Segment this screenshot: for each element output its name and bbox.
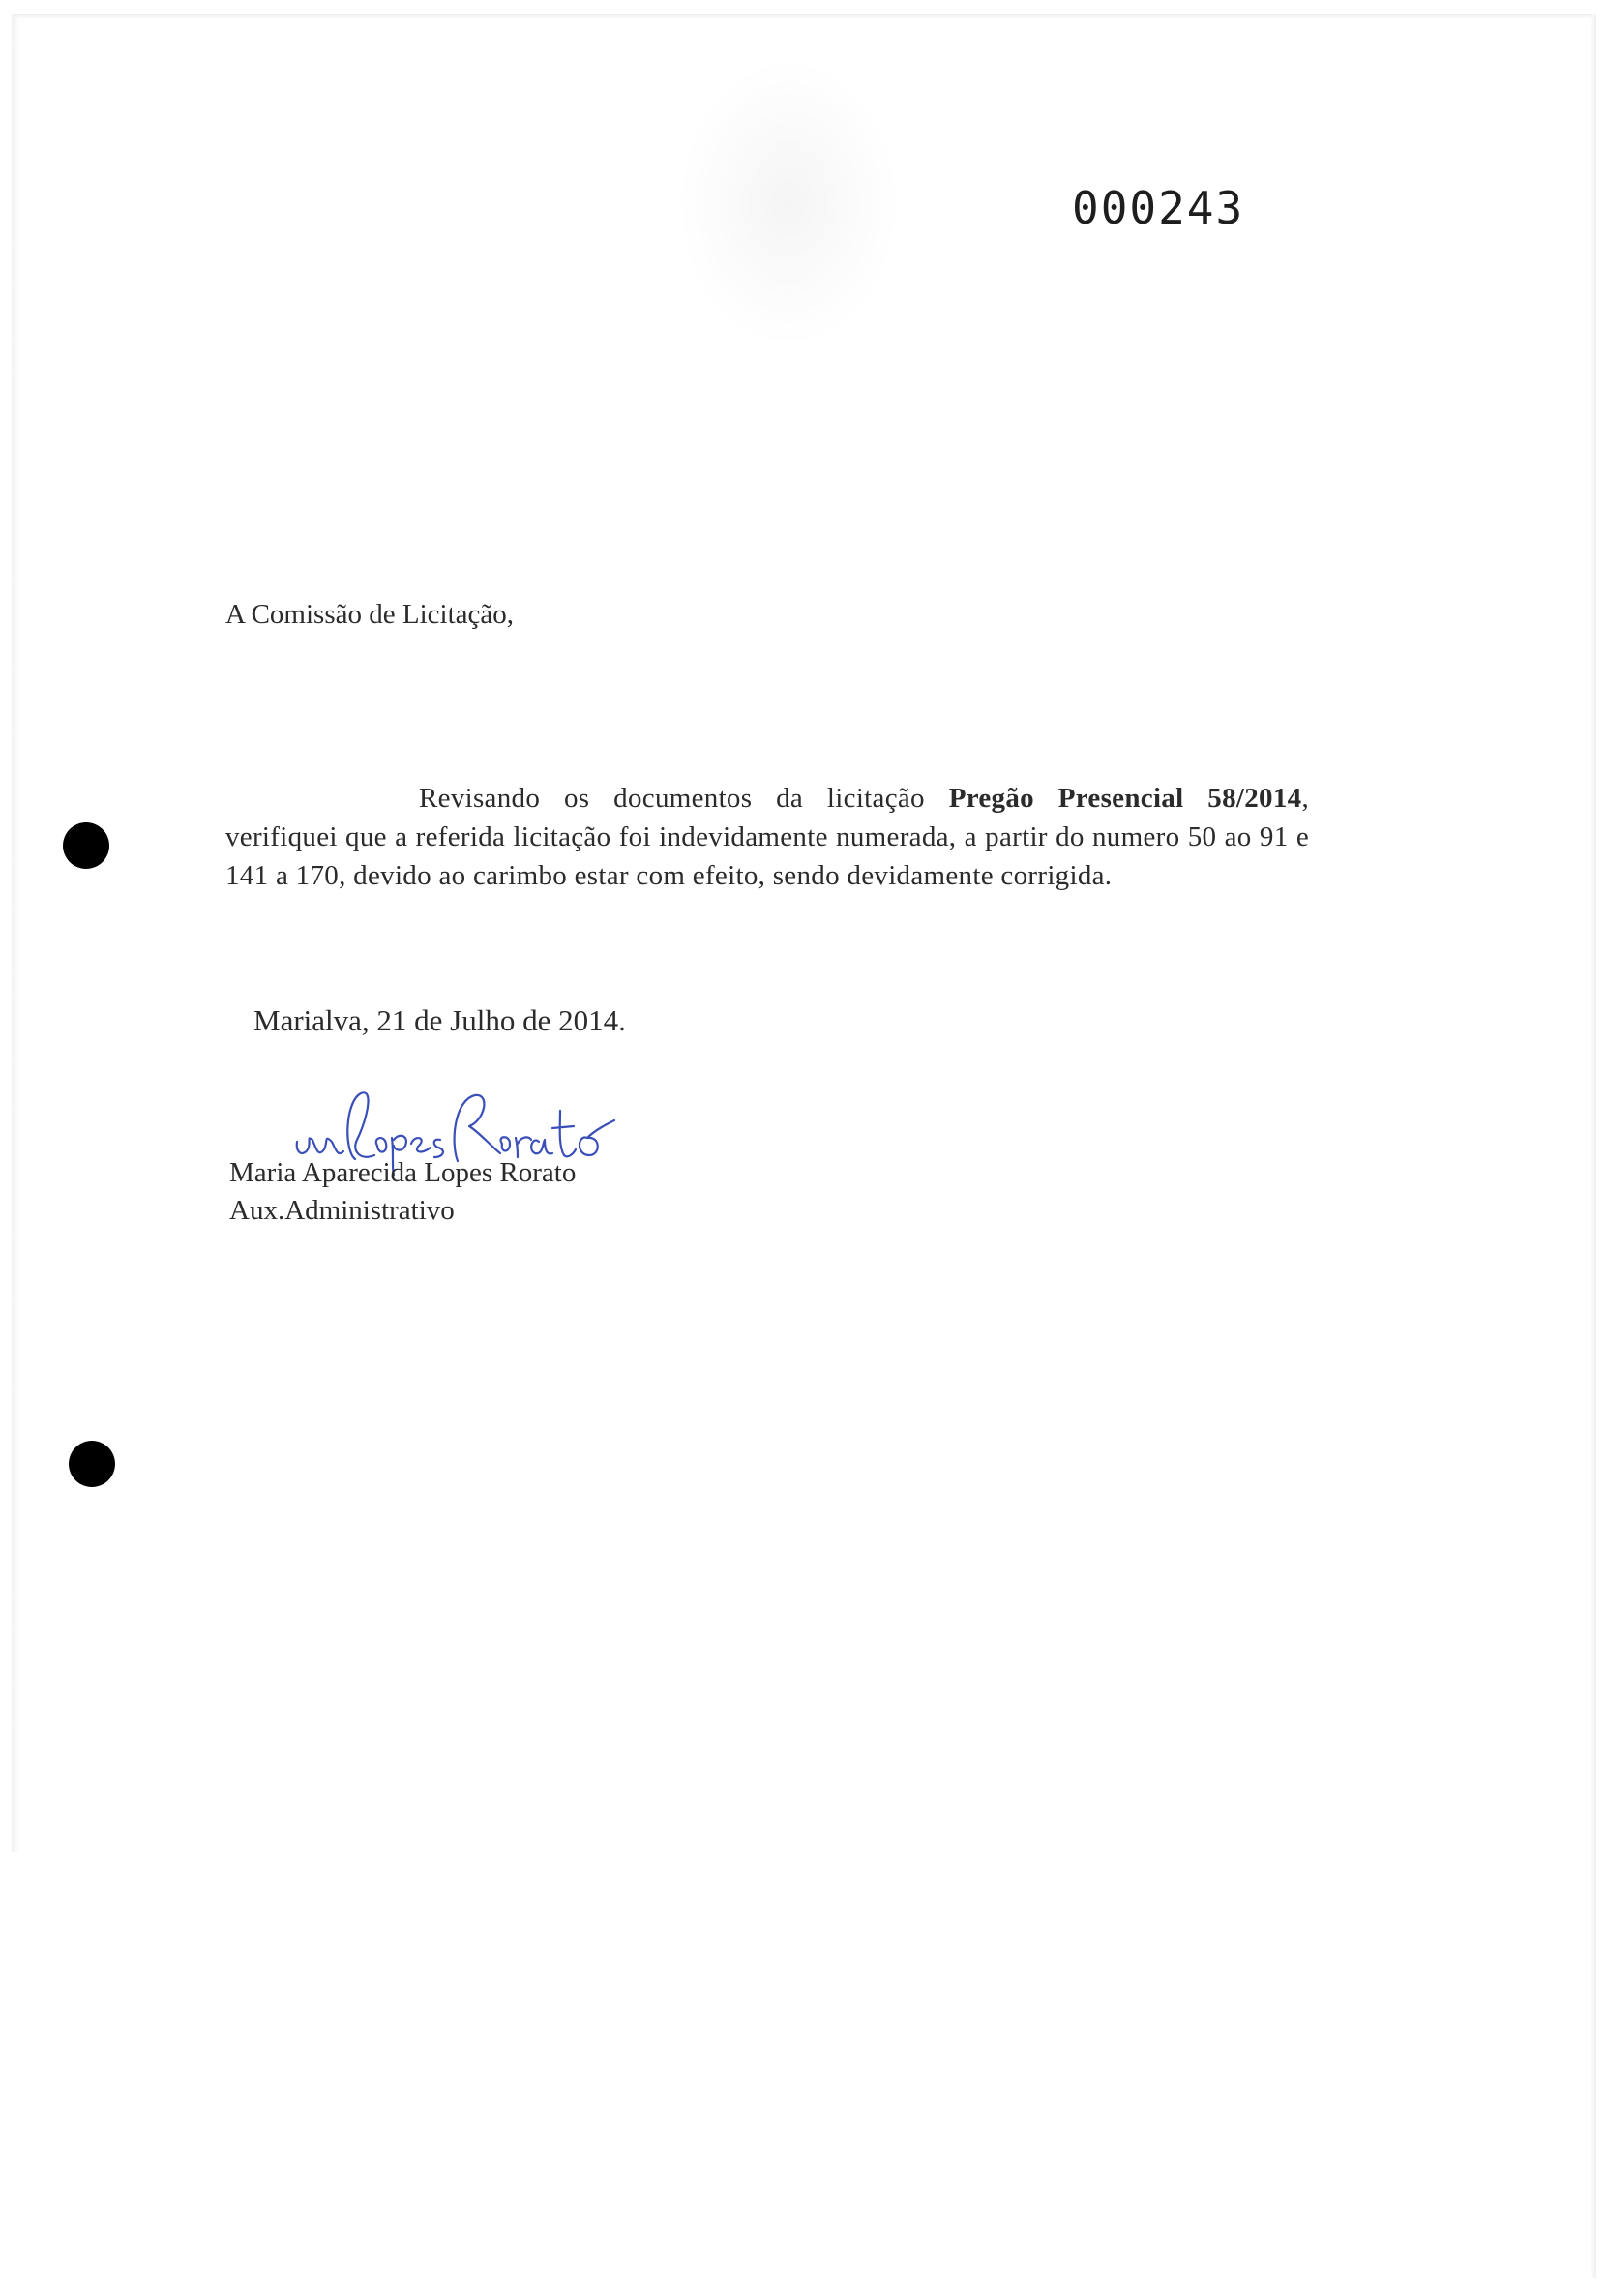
faded-stamp-mark bbox=[677, 58, 900, 348]
scan-edge-top bbox=[14, 14, 1592, 19]
salutation: A Comissão de Licitação, bbox=[225, 599, 514, 630]
body-paragraph bbox=[225, 779, 1309, 895]
scan-edge-left bbox=[12, 14, 19, 1852]
punch-hole-top bbox=[63, 822, 109, 869]
scan-edge-right bbox=[1591, 14, 1596, 2278]
page-number: 000243 bbox=[1072, 182, 1245, 234]
body-rest: , verifiquei que a referida licitação foi indevidamente numerada, a partir do numero 50 ao 91 e 141 a 170, devido ao carimbo estar com efeito, sendo devidamente corrigida. bbox=[225, 783, 1309, 891]
signer-role: Aux.Administrativo bbox=[229, 1195, 455, 1226]
signer-name: Maria Aparecida Lopes Rorato bbox=[229, 1157, 577, 1188]
body-intro: Revisando os documentos da licitação bbox=[419, 783, 949, 814]
body-bold-reference: Pregão Presencial 58/2014 bbox=[948, 783, 1302, 814]
punch-hole-bottom bbox=[69, 1441, 115, 1487]
date-line: Marialva, 21 de Julho de 2014. bbox=[253, 1003, 626, 1037]
